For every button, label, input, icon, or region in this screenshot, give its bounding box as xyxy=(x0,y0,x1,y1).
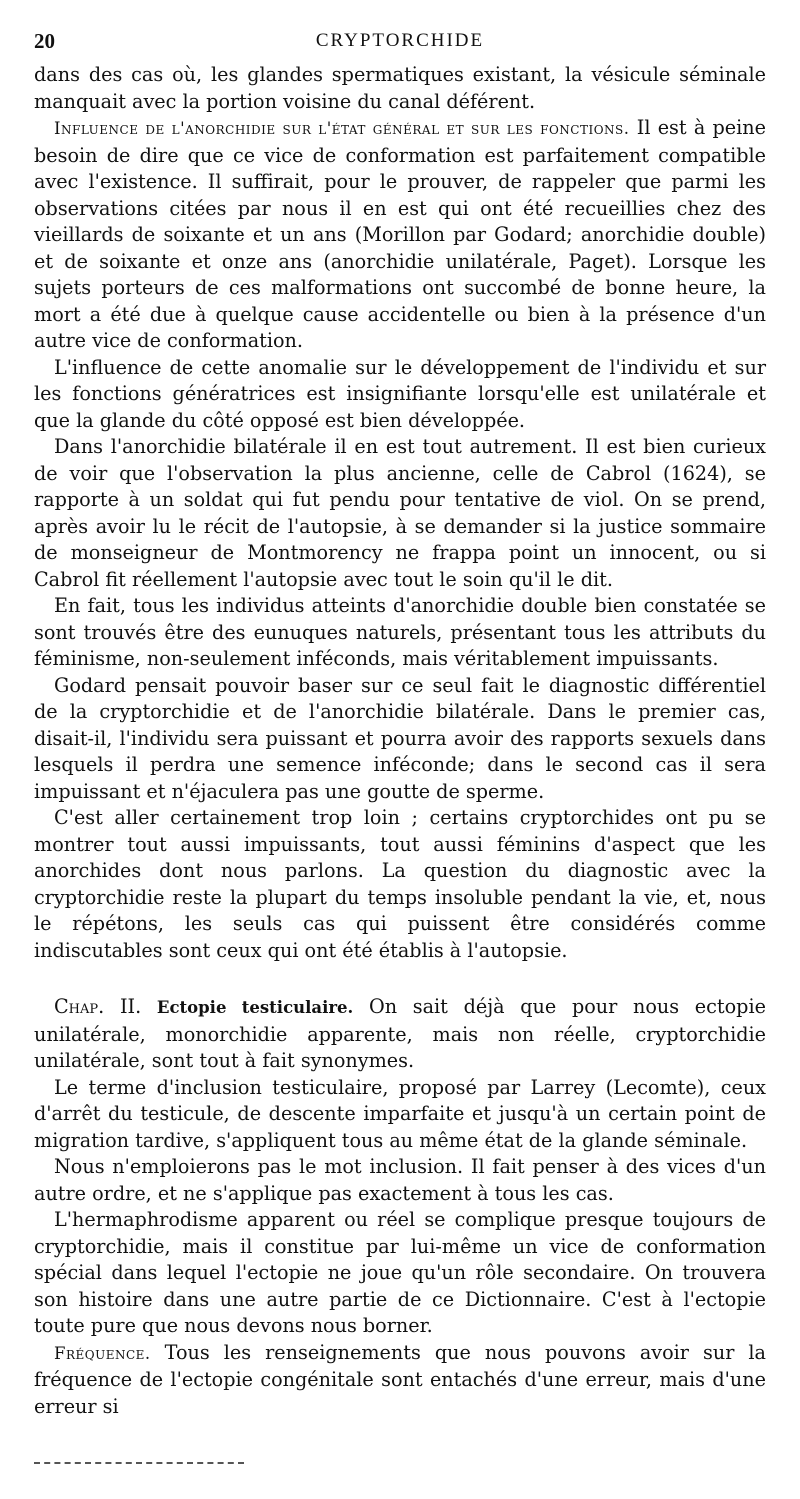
paragraph-continuation: dans des cas où, les glandes spermatiques existant, la vésicule séminale manquait avec la portion voisine du canal déférent. xyxy=(34,63,766,113)
section-heading-frequency: Fréquence. xyxy=(54,1343,151,1363)
section-gap xyxy=(34,964,766,994)
section-heading-influence: Influence de l'anorchidie sur l'état général et sur les fonctions. xyxy=(54,119,630,138)
page-header xyxy=(34,28,766,62)
paragraph-unilateral: L'influence de cette anomalie sur le développement de l'individu et sur les fonctions génératrices est insignifiante lorsqu'elle est unilatérale et que la glande du côté opposé est bien développée. xyxy=(34,355,766,432)
paragraph-inclusion-term: Le terme d'inclusion testiculaire, proposé par Larrey (Lecomte), ceux d'arrêt du testicule, de descente imparfaite et jusqu'à un certain point de migration tardive, s'appliquent tous au même état de la glande séminale. xyxy=(34,1075,766,1152)
paragraph-godard: Godard pensait pouvoir baser sur ce seul fait le diagnostic différentiel de la cryptorchidie et de l'anorchidie bilatérale. Dans le premier cas, disait-il, l'individu sera puissant et pourra avoir des rapports sexuels dans lesquels il perdra une semence inféconde; dans le second cas il sera impuissant et n'éjaculera pas une goutte de sperme. xyxy=(34,673,766,803)
paragraph-influence-body: Il est à peine besoin de dire que ce vice de conformation est parfaitement compatible avec l'existence. Il suffirait, pour le prouver, de rappeler que parmi les observations citées par nous il en est qui ont été recueillies chez des vieillards de soixante et un ans (Morillon par Godard; anorchidie double) et de soixante et onze ans (anorchidie unilatérale, Paget). Lorsque les sujets porteurs de ces malformations ont succombé de bonne heure, la mort a été due à quelque cause accidentelle ou bien à la présence d'un autre vice de conformation. xyxy=(34,116,766,352)
paragraph-frequency-body: Tous les renseignements que nous pouvons avoir sur la fréquence de l'ectopie congénitale sont entachés d'une erreur, mais d'une erreur si xyxy=(34,1340,766,1418)
document-page xyxy=(34,28,766,1420)
paragraph-diagnostic: C'est aller certainement trop loin ; certains cryptorchides ont pu se montrer tout aussi impuissants, tout aussi féminins d'aspect que les anorchides dont nous parlons. La question du diagnostic avec la cryptorchidie reste la plupart du temps insoluble pendant la vie, et, nous le répétons, les seuls cas qui puissent être considérés comme indiscutables sont ceux qui ont été établis à l'autopsie. xyxy=(34,806,766,962)
paragraph-chapter-two xyxy=(34,994,766,1075)
paragraph-eunuchs: En fait, tous les individus atteints d'anorchidie double bien constatée se sont trouvés être des eunuques naturels, présentant tous les attributs du féminisme, non-seulement inféconds, mais véritablement impuissants. xyxy=(34,594,766,670)
paragraph-hermaphrodism: L'hermaphrodisme apparent ou réel se complique presque toujours de cryptorchidie, mais il constitue par lui-même un vice de conformation spécial dans lequel l'ectopie ne joue qu'un rôle secondaire. On trouvera son histoire dans une autre partie de ce Dictionnaire. C'est à l'ectopie toute pure que nous devons nous borner. xyxy=(34,1208,766,1337)
paragraph-chapter-two-body: On sait déjà que pour nous ectopie unilatérale, monorchidie apparente, mais non réelle, cryptorchidie unilatérale, sont tout à fait synonymes. xyxy=(34,995,766,1072)
footer-rule xyxy=(34,1462,244,1464)
chapter-title: Ectopie testiculaire. xyxy=(156,998,354,1017)
paragraph-influence xyxy=(34,115,766,355)
page-number: 20 xyxy=(34,29,55,53)
chapter-number: Chap. II. xyxy=(54,995,142,1018)
paragraph-inclusion-word: Nous n'emploierons pas le mot inclusion. Il fait penser à des vices d'un autre ordre, et ne s'applique pas exactement à tous les cas. xyxy=(34,1155,766,1205)
paragraph-bilateral: Dans l'anorchidie bilatérale il en est tout autrement. Il est bien curieux de voir que l'observation la plus ancienne, celle de Cabrol (1624), se rapporte à un soldat qui fut pendu pour tentative de viol. On se prend, après avoir lu le récit de l'autopsie, à se demander si la justice sommaire de monseigneur de Montmorency ne frappa point un innocent, ou si Cabrol fit réellement l'autopsie avec tout le soin qu'il le dit. xyxy=(34,435,766,591)
paragraph-frequency xyxy=(34,1340,766,1421)
running-head: CRYPTORCHIDE xyxy=(315,30,485,51)
